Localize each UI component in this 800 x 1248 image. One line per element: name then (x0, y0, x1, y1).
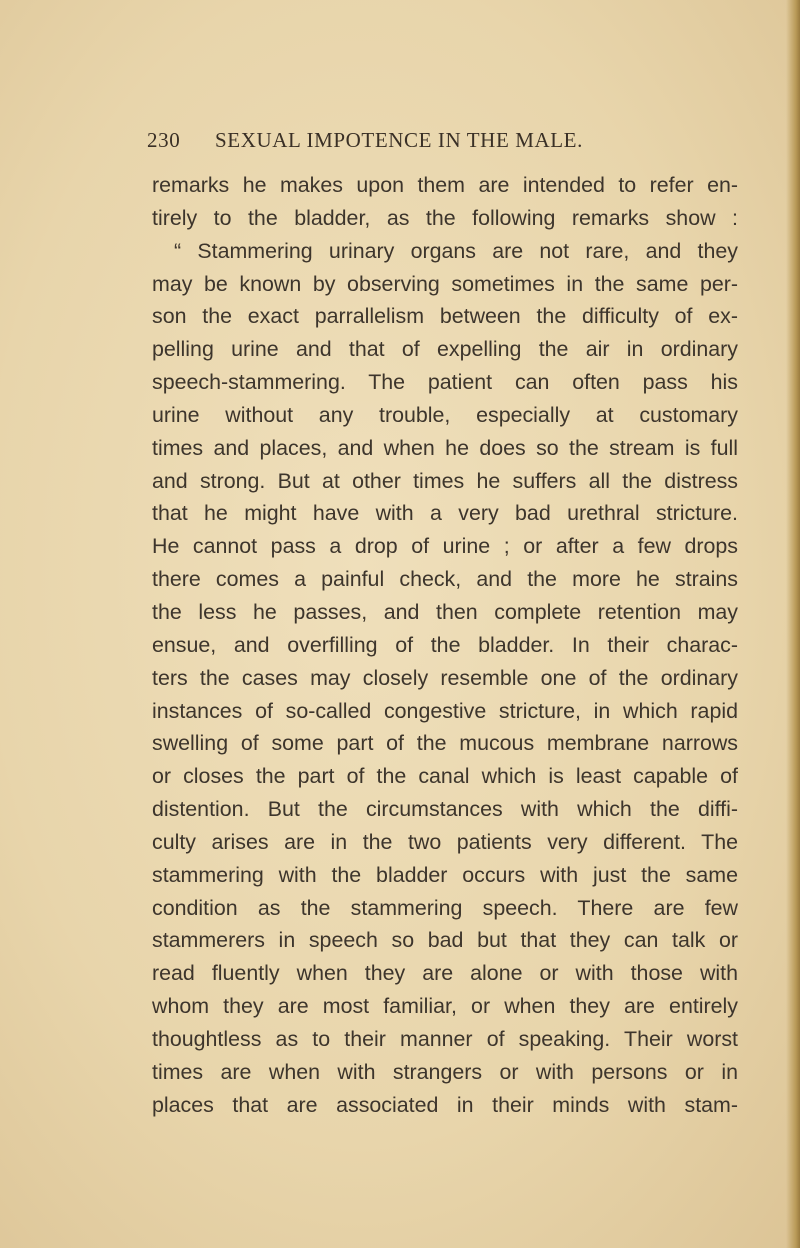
text-line: the less he passes, and then complete retention may (152, 599, 738, 624)
text-line: “ Stammering urinary organs are not rare, and they (174, 238, 738, 263)
text-line: stammering with the bladder occurs with just the same (152, 862, 738, 887)
text-line: times and places, and when he does so the stream is full (152, 435, 738, 460)
text-line: places that are associated in their minds with stam- (152, 1092, 738, 1117)
text-line: remarks he makes upon them are intended to refer en- (152, 173, 738, 197)
text-line: urine without any trouble, especially at customary (152, 402, 738, 427)
text-line: stammerers in speech so bad but that they can talk or (152, 928, 738, 953)
page-number: 230 (147, 128, 181, 152)
text-line: or closes the part of the canal which is least capable of (152, 764, 738, 789)
text-line: whom they are most familiar, or when they are entirely (152, 994, 738, 1019)
text-line: He cannot pass a drop of urine ; or after a few drops (152, 534, 738, 559)
text-line: pelling urine and that of expelling the air in ordinary (152, 337, 738, 362)
text-line: swelling of some part of the mucous membrane narrows (152, 731, 738, 756)
text-line: that he might have with a very bad urethral stricture. (152, 501, 738, 526)
text-line: ensue, and overfilling of the bladder. In their charac- (152, 632, 738, 657)
text-line: culty arises are in the two patients very different. The (152, 829, 738, 854)
page-header (147, 128, 617, 156)
text-line: may be known by observing sometimes in the same per- (152, 271, 738, 296)
text-line: times are when with strangers or with persons or in (152, 1059, 738, 1084)
text-line: condition as the stammering speech. There are few (152, 895, 738, 920)
text-line: read fluently when they are alone or with those with (152, 961, 738, 986)
text-line: son the exact parrallelism between the difficulty of ex- (152, 304, 738, 329)
text-line: thoughtless as to their manner of speaking. Their worst (152, 1026, 738, 1051)
text-line: ters the cases may closely resemble one of the ordinary (152, 665, 738, 690)
text-line: instances of so-called congestive stricture, in which rapid (152, 698, 738, 723)
text-line: tirely to the bladder, as the following remarks show : (152, 205, 738, 230)
running-head: SEXUAL IMPOTENCE IN THE MALE. (215, 128, 583, 152)
page-edge (786, 0, 800, 1248)
text-line: distention. But the circumstances with which the diffi- (152, 797, 738, 822)
text-line: speech-stammering. The patient can often pass his (152, 370, 738, 395)
text-line: there comes a painful check, and the more he strains (152, 567, 738, 592)
body-text (152, 169, 738, 1121)
text-line: and strong. But at other times he suffers all the distress (152, 468, 738, 493)
